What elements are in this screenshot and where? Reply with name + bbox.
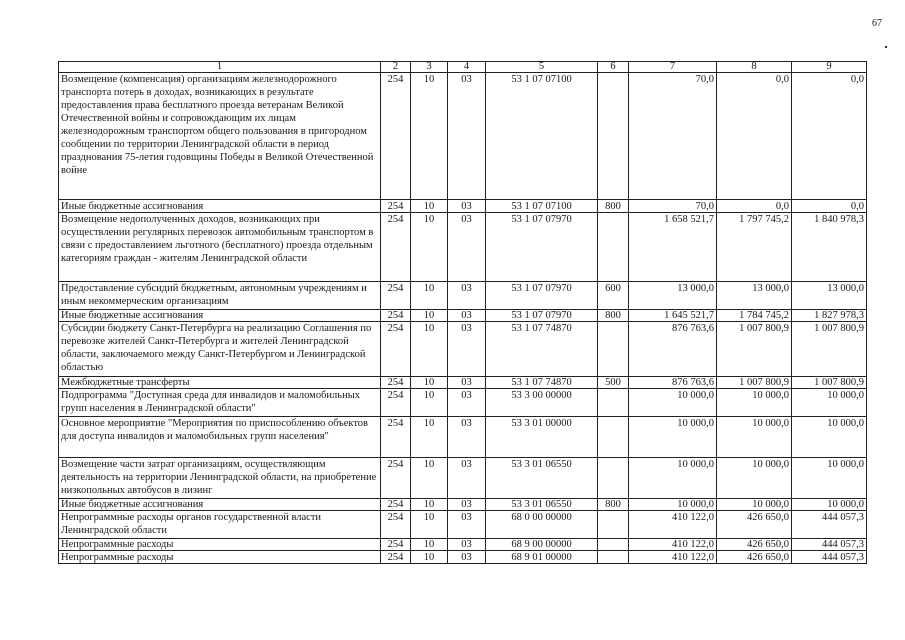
expense-type-cell: [598, 539, 629, 551]
row-name-cell: Иные бюджетные ассигнования: [59, 499, 381, 511]
row-name-cell: Подпрограмма "Доступная среда для инвалидов и маломобильных групп населения в Ленинградской области": [59, 389, 381, 417]
amount-year3-cell: 10 000,0: [792, 499, 867, 511]
row-name-cell: Основное мероприятие "Мероприятия по приспособлению объектов для доступа инвалидов и маломобильных групп населения": [59, 417, 381, 458]
expense-type-cell: [598, 322, 629, 377]
table-row: [59, 511, 867, 539]
amount-year2-cell: 426 650,0: [717, 511, 792, 539]
target-article-cell: 53 1 07 74870: [486, 322, 598, 377]
amount-year2-cell: 1 007 800,9: [717, 322, 792, 377]
table-row: [59, 389, 867, 417]
amount-year1-cell: 410 122,0: [629, 539, 717, 551]
target-article-cell: 53 1 07 07970: [486, 282, 598, 310]
ministry-code-cell: 254: [381, 499, 411, 511]
amount-year3-cell: 1 007 800,9: [792, 322, 867, 377]
amount-year3-cell: 10 000,0: [792, 417, 867, 458]
ministry-code-cell: 254: [381, 417, 411, 458]
expense-type-cell: [598, 458, 629, 499]
subsection-code-cell: 03: [448, 458, 486, 499]
table-row: [59, 73, 867, 200]
amount-year3-cell: 1 840 978,3: [792, 213, 867, 282]
section-code-cell: 10: [411, 511, 448, 539]
target-article-cell: 53 3 01 06550: [486, 499, 598, 511]
table-row: [59, 551, 867, 564]
subsection-code-cell: 03: [448, 539, 486, 551]
row-name-cell: Непрограммные расходы: [59, 551, 381, 564]
ministry-code-cell: 254: [381, 377, 411, 389]
expense-type-cell: 500: [598, 377, 629, 389]
amount-year3-cell: 1 007 800,9: [792, 377, 867, 389]
row-name-cell: Иные бюджетные ассигнования: [59, 200, 381, 213]
table-body: [59, 73, 867, 564]
subsection-code-cell: 03: [448, 73, 486, 200]
subsection-code-cell: 03: [448, 499, 486, 511]
target-article-cell: 53 1 07 07970: [486, 213, 598, 282]
section-code-cell: 10: [411, 282, 448, 310]
table-row: [59, 310, 867, 322]
column-header: 5: [486, 62, 598, 73]
section-code-cell: 10: [411, 377, 448, 389]
row-name-cell: Возмещение недополученных доходов, возникающих при осуществлении регулярных перевозок автомобильным транспортом в связи с предоставлением льготного (бесплатного) проезда отдельным категориям граждан - жителям Ленинградской области: [59, 213, 381, 282]
amount-year1-cell: 1 645 521,7: [629, 310, 717, 322]
section-code-cell: 10: [411, 499, 448, 511]
subsection-code-cell: 03: [448, 511, 486, 539]
ministry-code-cell: 254: [381, 511, 411, 539]
amount-year3-cell: 13 000,0: [792, 282, 867, 310]
amount-year2-cell: 1 797 745,2: [717, 213, 792, 282]
amount-year2-cell: 10 000,0: [717, 417, 792, 458]
amount-year1-cell: 410 122,0: [629, 511, 717, 539]
amount-year2-cell: 10 000,0: [717, 458, 792, 499]
amount-year1-cell: 10 000,0: [629, 499, 717, 511]
column-header: 8: [717, 62, 792, 73]
target-article-cell: 53 3 00 00000: [486, 389, 598, 417]
table-row: [59, 377, 867, 389]
amount-year1-cell: 10 000,0: [629, 458, 717, 499]
column-header: 1: [59, 62, 381, 73]
ministry-code-cell: 254: [381, 73, 411, 200]
target-article-cell: 53 3 01 00000: [486, 417, 598, 458]
budget-table: [58, 61, 867, 564]
ministry-code-cell: 254: [381, 389, 411, 417]
amount-year2-cell: 426 650,0: [717, 551, 792, 564]
target-article-cell: 53 1 07 07100: [486, 73, 598, 200]
target-article-cell: 68 0 00 00000: [486, 511, 598, 539]
section-code-cell: 10: [411, 310, 448, 322]
amount-year3-cell: 0,0: [792, 200, 867, 213]
target-article-cell: 53 3 01 06550: [486, 458, 598, 499]
column-header: 9: [792, 62, 867, 73]
subsection-code-cell: 03: [448, 551, 486, 564]
table-row: [59, 213, 867, 282]
table-row: [59, 200, 867, 213]
target-article-cell: 53 1 07 07100: [486, 200, 598, 213]
page-number: 67: [872, 18, 882, 29]
amount-year1-cell: 10 000,0: [629, 389, 717, 417]
amount-year3-cell: 444 057,3: [792, 539, 867, 551]
amount-year1-cell: 876 763,6: [629, 322, 717, 377]
ministry-code-cell: 254: [381, 458, 411, 499]
amount-year3-cell: 1 827 978,3: [792, 310, 867, 322]
row-name-cell: Субсидии бюджету Санкт-Петербурга на реализацию Соглашения по перевозке жителей Санкт-Петербурга и жителей Ленинградской области, заключаемого между Санкт-Петербургом и Ленинградской областью: [59, 322, 381, 377]
column-header: 2: [381, 62, 411, 73]
expense-type-cell: [598, 389, 629, 417]
expense-type-cell: [598, 417, 629, 458]
row-name-cell: Возмещение части затрат организациям, осуществляющим деятельность на территории Ленинградской области, на приобретение низкопольных автобусов в лизинг: [59, 458, 381, 499]
subsection-code-cell: 03: [448, 377, 486, 389]
amount-year2-cell: 0,0: [717, 200, 792, 213]
amount-year3-cell: 10 000,0: [792, 389, 867, 417]
amount-year1-cell: 876 763,6: [629, 377, 717, 389]
amount-year2-cell: 13 000,0: [717, 282, 792, 310]
section-code-cell: 10: [411, 73, 448, 200]
section-code-cell: 10: [411, 539, 448, 551]
column-header: 3: [411, 62, 448, 73]
table-row: [59, 417, 867, 458]
amount-year2-cell: 1 007 800,9: [717, 377, 792, 389]
ministry-code-cell: 254: [381, 282, 411, 310]
table-row: [59, 458, 867, 499]
subsection-code-cell: 03: [448, 213, 486, 282]
amount-year3-cell: 10 000,0: [792, 458, 867, 499]
section-code-cell: 10: [411, 417, 448, 458]
section-code-cell: 10: [411, 322, 448, 377]
subsection-code-cell: 03: [448, 389, 486, 417]
expense-type-cell: 800: [598, 310, 629, 322]
ministry-code-cell: 254: [381, 551, 411, 564]
amount-year1-cell: 70,0: [629, 73, 717, 200]
column-number-row: [59, 62, 867, 73]
ministry-code-cell: 254: [381, 310, 411, 322]
column-header: 7: [629, 62, 717, 73]
section-code-cell: 10: [411, 389, 448, 417]
column-header: 6: [598, 62, 629, 73]
expense-type-cell: 800: [598, 499, 629, 511]
expense-type-cell: [598, 511, 629, 539]
section-code-cell: 10: [411, 200, 448, 213]
amount-year2-cell: 0,0: [717, 73, 792, 200]
target-article-cell: 68 9 01 00000: [486, 551, 598, 564]
section-code-cell: 10: [411, 551, 448, 564]
margin-mark: [885, 46, 887, 48]
row-name-cell: Непрограммные расходы: [59, 539, 381, 551]
amount-year1-cell: 70,0: [629, 200, 717, 213]
subsection-code-cell: 03: [448, 200, 486, 213]
section-code-cell: 10: [411, 458, 448, 499]
expense-type-cell: 600: [598, 282, 629, 310]
amount-year2-cell: 1 784 745,2: [717, 310, 792, 322]
subsection-code-cell: 03: [448, 282, 486, 310]
expense-type-cell: 800: [598, 200, 629, 213]
row-name-cell: Предоставление субсидий бюджетным, автономным учреждениям и иным некоммерческим организациям: [59, 282, 381, 310]
row-name-cell: Возмещение (компенсация) организациям железнодорожного транспорта потерь в доходах, возникающих в результате предоставления права бесплатного проезда ветеранам Великой Отечественной войны и сопровождающим их лицам железнодорожным транспортом общего пользования в пригородном сообщении по территории Ленинградской области в период празднования 75-летия годовщины Победы в Великой Отечественной войне: [59, 73, 381, 200]
row-name-cell: Межбюджетные трансферты: [59, 377, 381, 389]
table-row: [59, 539, 867, 551]
amount-year3-cell: 0,0: [792, 73, 867, 200]
row-name-cell: Непрограммные расходы органов государственной власти Ленинградской области: [59, 511, 381, 539]
amount-year2-cell: 426 650,0: [717, 539, 792, 551]
ministry-code-cell: 254: [381, 200, 411, 213]
amount-year1-cell: 13 000,0: [629, 282, 717, 310]
subsection-code-cell: 03: [448, 310, 486, 322]
row-name-cell: Иные бюджетные ассигнования: [59, 310, 381, 322]
subsection-code-cell: 03: [448, 322, 486, 377]
target-article-cell: 53 1 07 74870: [486, 377, 598, 389]
amount-year3-cell: 444 057,3: [792, 511, 867, 539]
amount-year1-cell: 410 122,0: [629, 551, 717, 564]
amount-year1-cell: 10 000,0: [629, 417, 717, 458]
subsection-code-cell: 03: [448, 417, 486, 458]
expense-type-cell: [598, 73, 629, 200]
amount-year2-cell: 10 000,0: [717, 389, 792, 417]
ministry-code-cell: 254: [381, 539, 411, 551]
target-article-cell: 68 9 00 00000: [486, 539, 598, 551]
amount-year1-cell: 1 658 521,7: [629, 213, 717, 282]
table-row: [59, 282, 867, 310]
target-article-cell: 53 1 07 07970: [486, 310, 598, 322]
amount-year2-cell: 10 000,0: [717, 499, 792, 511]
ministry-code-cell: 254: [381, 213, 411, 282]
table-row: [59, 499, 867, 511]
table-row: [59, 322, 867, 377]
column-header: 4: [448, 62, 486, 73]
ministry-code-cell: 254: [381, 322, 411, 377]
amount-year3-cell: 444 057,3: [792, 551, 867, 564]
expense-type-cell: [598, 213, 629, 282]
expense-type-cell: [598, 551, 629, 564]
section-code-cell: 10: [411, 213, 448, 282]
